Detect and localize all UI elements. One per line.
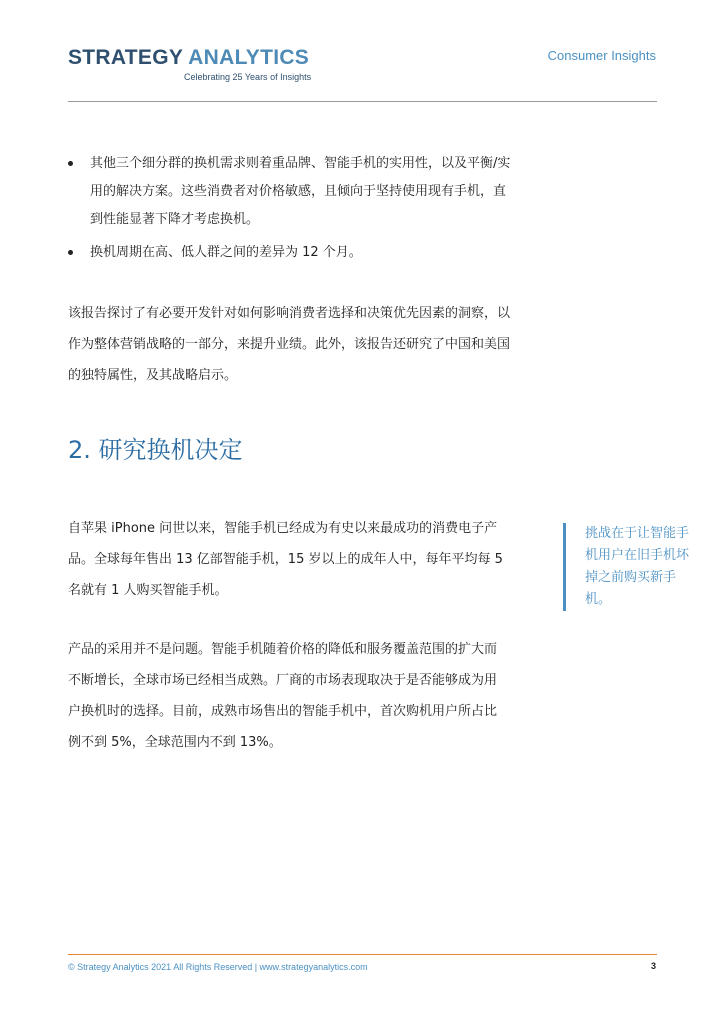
bullet-text: 换机周期在高、低人群之间的差异为 12 个月。 — [90, 245, 362, 260]
footer-divider — [68, 954, 657, 955]
body-paragraph: 产品的采用并不是问题。智能手机随着价格的降低和服务覆盖范围的扩大而不断增长，全球市场已经相当成熟。厂商的市场表现取决于是否能够成为用户换机时的选择。目前，成熟市场售出的智能手机中，首次购机用户所占比例不到 5%，全球范围内不到 13%。 — [68, 642, 498, 750]
body-paragraph: 自苹果 iPhone 问世以来，智能手机已经成为有史以来最成功的消费电子产品。全球每年售出 13 亿部智能手机，15 岁以上的成年人中，每年平均每 5 名就有 1 人购买智能手机。 — [68, 521, 503, 598]
page-number: 3 — [650, 961, 656, 971]
bullet-text: 其他三个细分群的换机需求则着重品牌、智能手机的实用性，以及平衡/实用的解决方案。这些消费者对价格敏感，且倾向于坚持使用现有手机，直到性能显著下降才考虑换机。 — [90, 156, 511, 227]
bullet-list — [68, 150, 518, 272]
bullet-icon — [68, 250, 73, 255]
logo-word-analytics: ANALYTICS — [188, 46, 310, 69]
pull-quote: 挑战在于让智能手机用户在旧手机坏掉之前购买新手机。 — [563, 523, 695, 611]
list-item — [68, 239, 518, 267]
bullet-icon — [68, 161, 73, 166]
footer-copyright: © Strategy Analytics 2021 All Rights Reserved | www.strategyanalytics.com — [68, 962, 368, 972]
section-label: Consumer Insights — [547, 48, 656, 63]
logo-word-strategy: STRATEGY — [68, 46, 183, 69]
header-divider — [68, 101, 657, 102]
section-heading: 2. 研究换机决定 — [68, 436, 243, 464]
list-item — [68, 150, 518, 234]
body-paragraph: 该报告探讨了有必要开发针对如何影响消费者选择和决策优先因素的洞察，以作为整体营销战略的一部分，来提升业绩。此外，该报告还研究了中国和美国的独特属性，及其战略启示。 — [68, 306, 511, 383]
logo-tagline: Celebrating 25 Years of Insights — [184, 72, 312, 82]
company-logo — [68, 46, 309, 70]
